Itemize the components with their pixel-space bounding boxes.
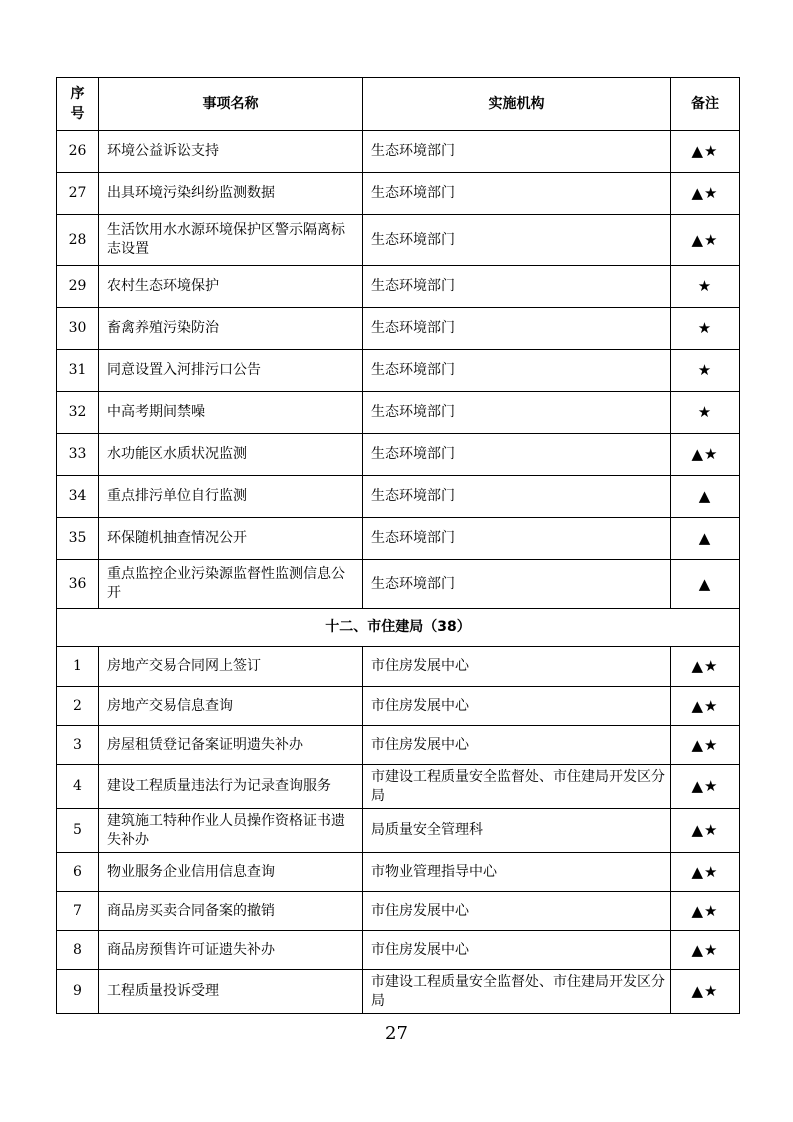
row-item-name: 房地产交易信息查询 [99, 687, 363, 726]
section-title: 十二、市住建局（38） [57, 609, 740, 647]
row-organization: 局质量安全管理科 [363, 809, 671, 853]
row-note: ▲★ [671, 931, 740, 970]
header-no: 序号 [57, 78, 99, 131]
row-no: 34 [57, 476, 99, 518]
row-organization: 市住房发展中心 [363, 726, 671, 765]
table-row [57, 434, 740, 476]
row-organization: 生态环境部门 [363, 392, 671, 434]
row-no: 36 [57, 560, 99, 609]
row-item-name: 水功能区水质状况监测 [99, 434, 363, 476]
row-no: 5 [57, 809, 99, 853]
row-item-name: 建设工程质量违法行为记录查询服务 [99, 765, 363, 809]
row-note: ★ [671, 392, 740, 434]
row-item-name: 出具环境污染纠纷监测数据 [99, 173, 363, 215]
row-item-name: 房地产交易合同网上签订 [99, 647, 363, 687]
table-header-row [57, 78, 740, 131]
row-organization: 生态环境部门 [363, 308, 671, 350]
row-organization: 市建设工程质量安全监督处、市住建局开发区分局 [363, 765, 671, 809]
row-organization: 市住房发展中心 [363, 931, 671, 970]
row-item-name: 商品房买卖合同备案的撤销 [99, 892, 363, 931]
row-organization: 生态环境部门 [363, 173, 671, 215]
table-row [57, 647, 740, 687]
table-row [57, 173, 740, 215]
row-item-name: 物业服务企业信用信息查询 [99, 853, 363, 892]
table-row [57, 892, 740, 931]
row-note: ▲ [671, 560, 740, 609]
row-organization: 生态环境部门 [363, 131, 671, 173]
table-row [57, 518, 740, 560]
row-item-name: 农村生态环境保护 [99, 266, 363, 308]
row-organization: 生态环境部门 [363, 350, 671, 392]
table-row [57, 726, 740, 765]
row-no: 33 [57, 434, 99, 476]
row-no: 9 [57, 970, 99, 1014]
table-row [57, 131, 740, 173]
table-row [57, 809, 740, 853]
table-row [57, 970, 740, 1014]
row-no: 8 [57, 931, 99, 970]
header-organization: 实施机构 [363, 78, 671, 131]
row-no: 29 [57, 266, 99, 308]
table-row [57, 765, 740, 809]
row-no: 1 [57, 647, 99, 687]
row-organization: 市住房发展中心 [363, 647, 671, 687]
row-no: 4 [57, 765, 99, 809]
row-note: ▲★ [671, 215, 740, 266]
row-note: ▲★ [671, 970, 740, 1014]
row-organization: 市住房发展中心 [363, 892, 671, 931]
page-number: 27 [385, 1023, 408, 1044]
row-organization: 生态环境部门 [363, 215, 671, 266]
table-row [57, 392, 740, 434]
row-note: ▲★ [671, 853, 740, 892]
row-organization: 生态环境部门 [363, 266, 671, 308]
table-row [57, 266, 740, 308]
row-item-name: 生活饮用水水源环境保护区警示隔离标志设置 [99, 215, 363, 266]
row-item-name: 重点排污单位自行监测 [99, 476, 363, 518]
table-row [57, 476, 740, 518]
row-item-name: 房屋租赁登记备案证明遗失补办 [99, 726, 363, 765]
row-note: ▲★ [671, 809, 740, 853]
row-item-name: 建筑施工特种作业人员操作资格证书遗失补办 [99, 809, 363, 853]
row-organization: 市物业管理指导中心 [363, 853, 671, 892]
row-organization: 生态环境部门 [363, 560, 671, 609]
row-no: 28 [57, 215, 99, 266]
row-no: 30 [57, 308, 99, 350]
row-note: ▲★ [671, 892, 740, 931]
row-organization: 市建设工程质量安全监督处、市住建局开发区分局 [363, 970, 671, 1014]
row-note: ▲ [671, 476, 740, 518]
section-header-row [57, 609, 740, 647]
row-no: 6 [57, 853, 99, 892]
row-item-name: 环境公益诉讼支持 [99, 131, 363, 173]
row-no: 31 [57, 350, 99, 392]
row-item-name: 同意设置入河排污口公告 [99, 350, 363, 392]
row-note: ★ [671, 350, 740, 392]
row-note: ▲★ [671, 647, 740, 687]
table-row [57, 350, 740, 392]
row-item-name: 商品房预售许可证遗失补办 [99, 931, 363, 970]
row-item-name: 工程质量投诉受理 [99, 970, 363, 1014]
row-note: ▲★ [671, 687, 740, 726]
row-note: ▲ [671, 518, 740, 560]
row-no: 2 [57, 687, 99, 726]
row-no: 27 [57, 173, 99, 215]
table-row [57, 931, 740, 970]
row-organization: 市住房发展中心 [363, 687, 671, 726]
row-no: 7 [57, 892, 99, 931]
table-row [57, 853, 740, 892]
row-note: ▲★ [671, 173, 740, 215]
row-item-name: 中高考期间禁噪 [99, 392, 363, 434]
row-no: 35 [57, 518, 99, 560]
row-note: ▲★ [671, 726, 740, 765]
row-note: ▲★ [671, 765, 740, 809]
header-item-name: 事项名称 [99, 78, 363, 131]
row-organization: 生态环境部门 [363, 518, 671, 560]
table-row [57, 687, 740, 726]
row-item-name: 畜禽养殖污染防治 [99, 308, 363, 350]
table-row [57, 215, 740, 266]
row-organization: 生态环境部门 [363, 434, 671, 476]
table-row [57, 560, 740, 609]
row-note: ★ [671, 308, 740, 350]
header-note: 备注 [671, 78, 740, 131]
row-organization: 生态环境部门 [363, 476, 671, 518]
row-no: 3 [57, 726, 99, 765]
row-no: 26 [57, 131, 99, 173]
row-note: ▲★ [671, 434, 740, 476]
row-note: ★ [671, 266, 740, 308]
row-note: ▲★ [671, 131, 740, 173]
service-items-table [56, 77, 740, 1014]
row-item-name: 环保随机抽查情况公开 [99, 518, 363, 560]
row-item-name: 重点监控企业污染源监督性监测信息公开 [99, 560, 363, 609]
table-row [57, 308, 740, 350]
row-no: 32 [57, 392, 99, 434]
